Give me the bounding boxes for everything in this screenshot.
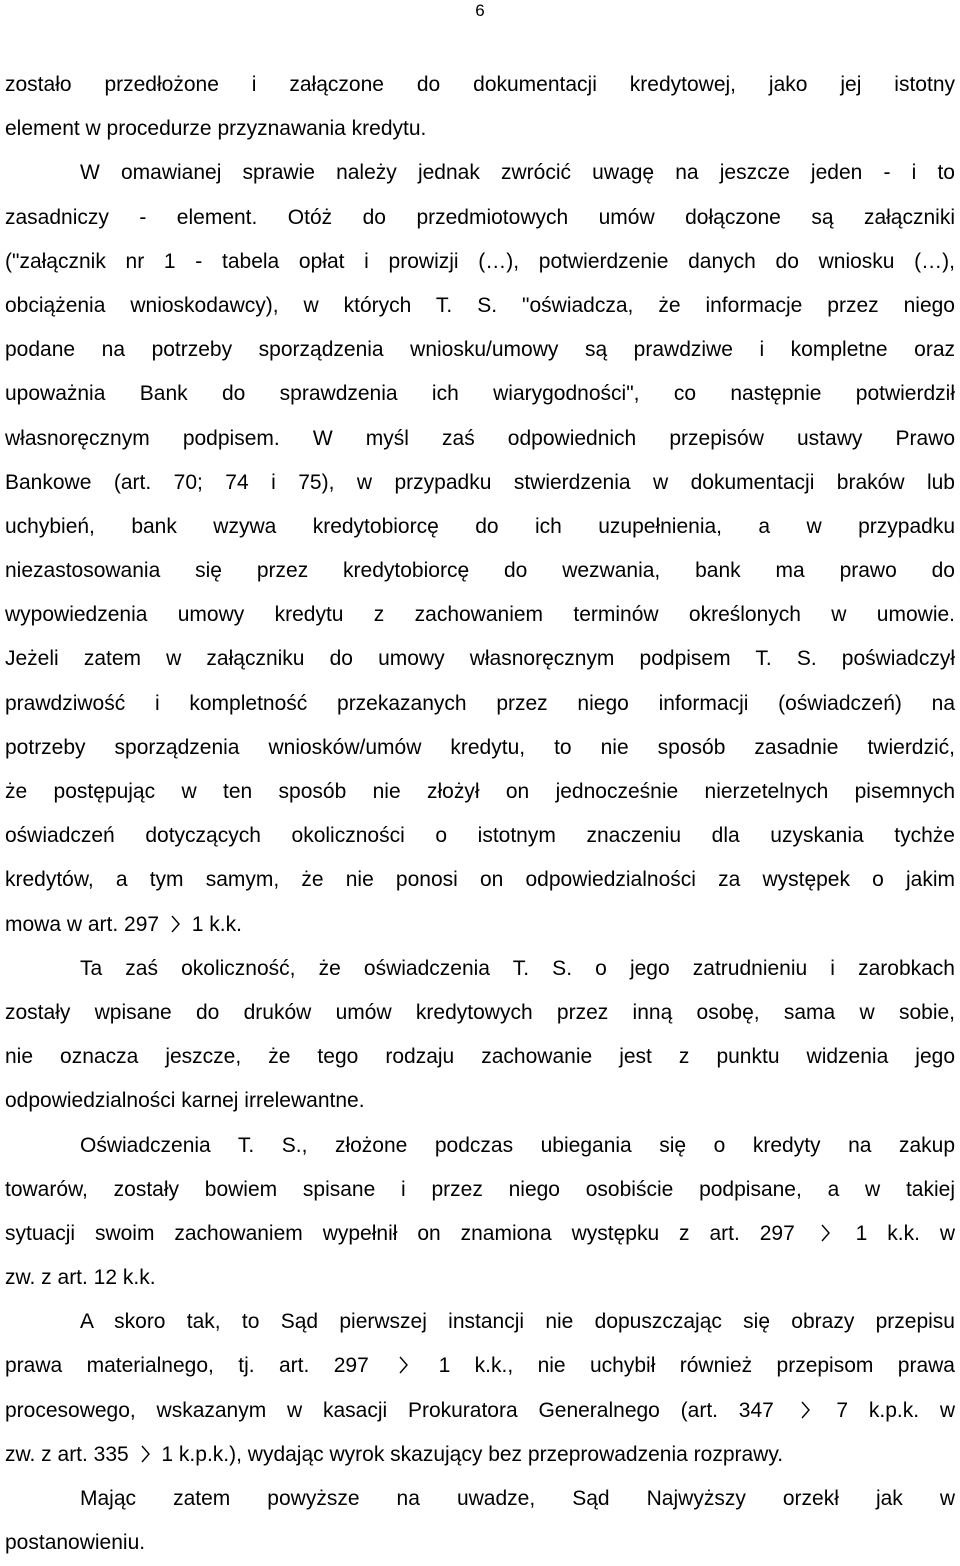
section-sign-icon: [141, 1443, 150, 1465]
text-line: ("załącznik nr 1 - tabela opłat i prowizji (…), potwierdzenie danych do wniosku (…),: [5, 249, 955, 273]
text-line: [5, 1344, 955, 1388]
text-segment: prawa materialnego, tj. art. 297: [5, 1354, 369, 1378]
section-sign-icon: [171, 913, 180, 935]
text-segment: 1 k.k., nie uchybił również przepisom prawa: [438, 1354, 955, 1378]
text-line: zostało przedłożone i załączone do dokumentacji kredytowej, jako jej istotny: [5, 73, 955, 96]
text-line: potrzeby sporządzenia wniosków/umów kredytu, to nie sposób zasadnie twierdzić,: [5, 735, 955, 759]
text-line: niezastosowania się przez kredytobiorcę do wezwania, bank ma prawo do: [5, 559, 955, 583]
text-segment: zw. z art. 335: [5, 1442, 129, 1466]
text-segment: procesowego, wskazanym w kasacji Prokuratora Generalnego (art. 347: [5, 1398, 774, 1422]
page-number: 6: [475, 1, 485, 20]
text-line: [5, 1433, 955, 1477]
text-line: zostały wpisane do druków umów kredytowych przez inną osobę, sama w sobie,: [5, 1000, 955, 1024]
text-line: oświadczeń dotyczących okoliczności o istotnym znaczeniu dla uzyskania tychże: [5, 824, 955, 848]
text-line: towarów, zostały bowiem spisane i przez niego osobiście podpisane, a w takiej: [5, 1177, 955, 1201]
text-segment: mowa w art. 297: [5, 912, 160, 936]
text-line: Mając zatem powyższe na uwadze, Sąd Najwyższy orzekł jak w: [80, 1487, 955, 1510]
text-line: upoważnia Bank do sprawdzenia ich wiarygodności", co następnie potwierdził: [5, 382, 955, 406]
text-line: uchybień, bank wzywa kredytobiorcę do ich uzupełnienia, a w przypadku: [5, 514, 955, 538]
text-segment: 1 k.k.: [191, 912, 242, 936]
text-line: Oświadczenia T. S., złożone podczas ubiegania się o kredyty na zakup: [80, 1133, 955, 1157]
text-segment: 1 k.p.k.), wydając wyrok skazujący bez przeprowadzenia rozprawy.: [161, 1442, 784, 1466]
text-line: podane na potrzeby sporządzenia wniosku/umowy są prawdziwe i kompletne oraz: [5, 338, 955, 362]
text-line: Bankowe (art. 70; 74 i 75), w przypadku stwierdzenia w dokumentacji braków lub: [5, 470, 955, 494]
section-sign-icon: [399, 1354, 408, 1376]
text-line: element w procedurze przyznawania kredytu.: [5, 117, 427, 141]
text-segment: 1 k.k. w: [855, 1221, 955, 1245]
text-line: nie oznacza jeszcze, że tego rodzaju zachowanie jest z punktu widzenia jego: [5, 1045, 955, 1069]
text-line: zw. z art. 12 k.k.: [5, 1266, 156, 1290]
text-segment: 7 k.p.k. w: [836, 1398, 955, 1422]
text-line: prawdziwość i kompletność przekazanych przez niego informacji (oświadczeń) na: [5, 691, 955, 715]
text-line: że postępując w ten sposób nie złożył on jednocześnie nierzetelnych pisemnych: [5, 780, 955, 803]
text-line: kredytów, a tym samym, że nie ponosi on odpowiedzialności za występek o jakim: [5, 868, 955, 892]
text-line: Jeżeli zatem w załączniku do umowy własnoręcznym podpisem T. S. poświadczył: [5, 647, 955, 671]
text-line: wypowiedzenia umowy kredytu z zachowaniem terminów określonych w umowie.: [5, 603, 955, 627]
text-line: Ta zaś okoliczność, że oświadczenia T. S. o jego zatrudnieniu i zarobkach: [80, 956, 955, 980]
text-line: postanowieniu.: [5, 1531, 146, 1555]
text-line: odpowiedzialności karnej irrelewantne.: [5, 1089, 365, 1113]
text-line: własnoręcznym podpisem. W myśl zaś odpowiednich przepisów ustawy Prawo: [5, 426, 955, 450]
section-sign-icon: [801, 1399, 810, 1421]
text-line: obciążenia wnioskodawcy), w których T. S. "oświadcza, że informacje przez niego: [5, 293, 955, 317]
text-line: A skoro tak, to Sąd pierwszej instancji nie dopuszczając się obrazy przepisu: [80, 1310, 955, 1334]
text-line: [5, 1212, 955, 1256]
text-line: [5, 903, 955, 947]
section-sign-icon: [821, 1222, 830, 1244]
text-line: [5, 1389, 955, 1433]
text-line: zasadniczy - element. Otóż do przedmiotowych umów dołączone są załączniki: [5, 205, 955, 229]
document-body: [5, 63, 955, 1565]
text-line: W omawianej sprawie należy jednak zwrócić uwagę na jeszcze jeden - i to: [80, 161, 955, 185]
text-segment: sytuacji swoim zachowaniem wypełnił on znamiona występku z art. 297: [5, 1221, 795, 1245]
